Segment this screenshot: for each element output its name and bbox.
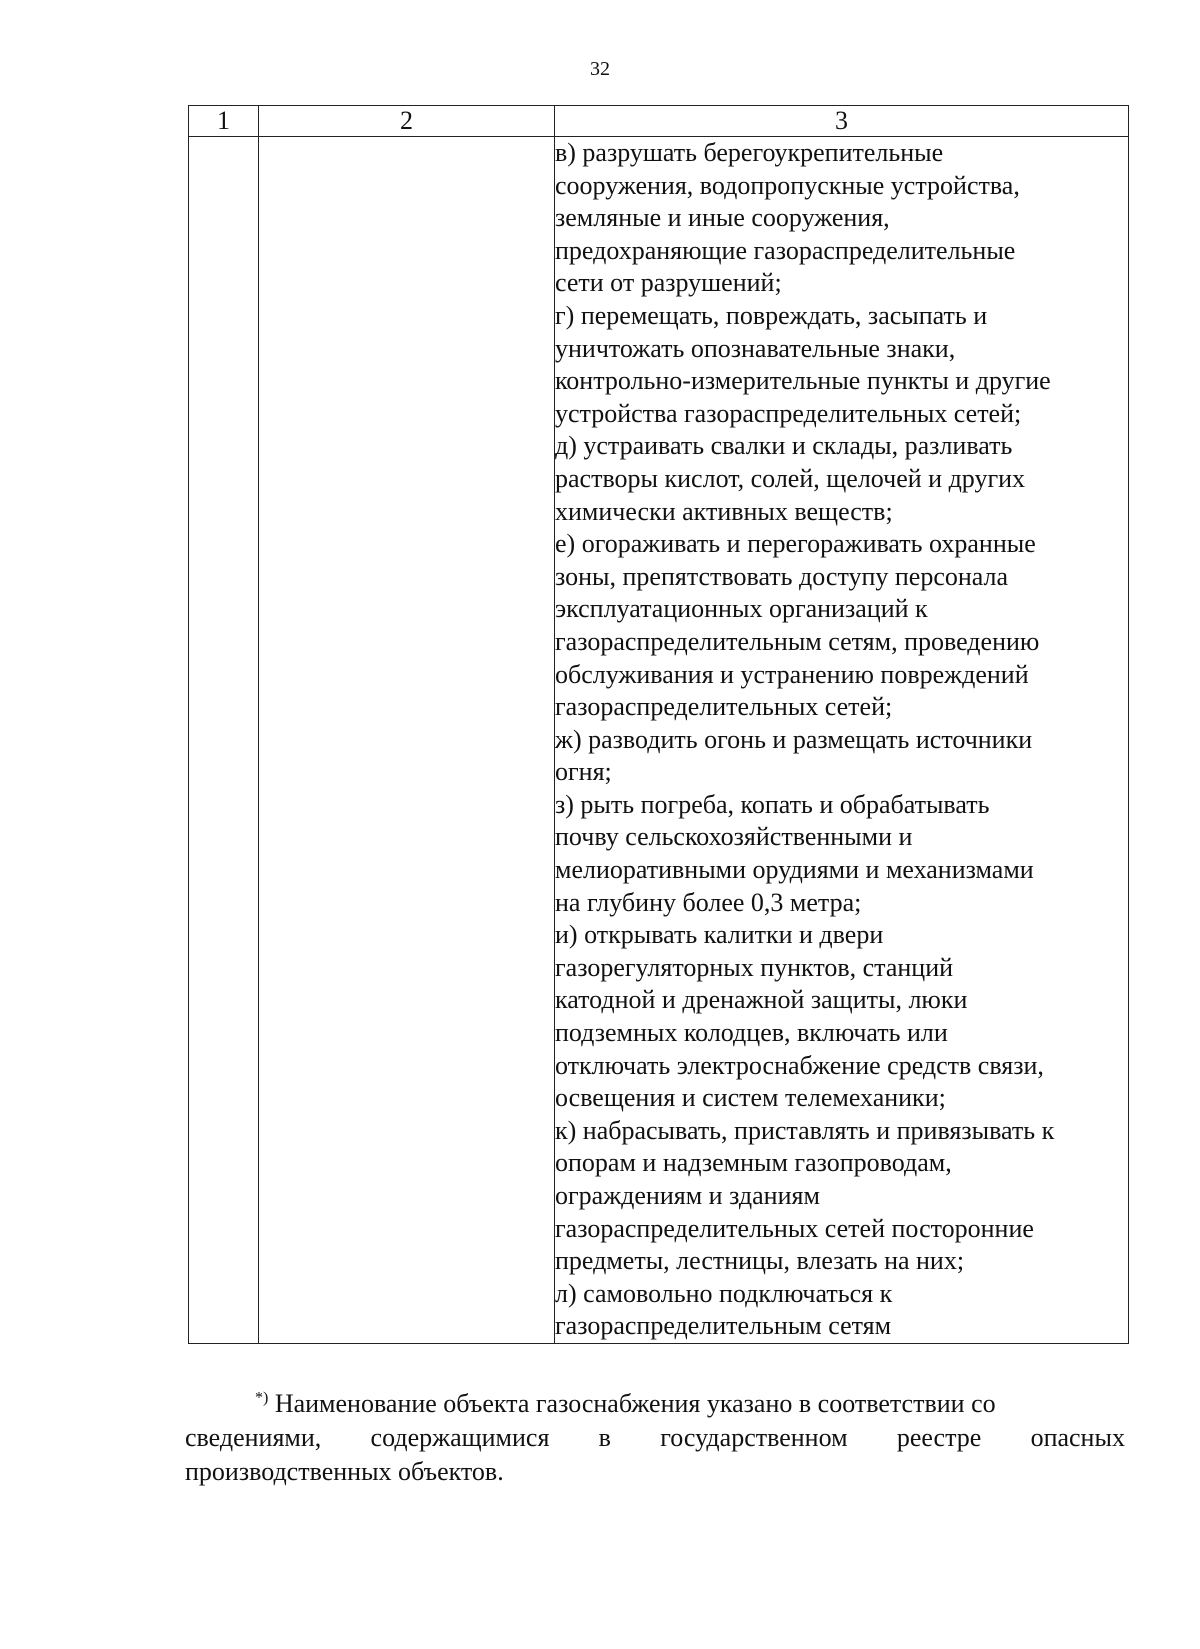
cell-text-line: сети от разрушений; xyxy=(555,268,782,298)
cell-text-line: зоны, препятствовать доступу персонала xyxy=(555,561,1009,591)
cell-text-line: катодной и дренажной защиты, люки xyxy=(555,985,968,1015)
column-header-2: 2 xyxy=(259,106,555,137)
cell-text-line: эксплуатационных организаций к xyxy=(555,594,928,624)
table-cell-col3 xyxy=(555,137,1129,1344)
cell-text-line: предметы, лестницы, влезать на них; xyxy=(555,1246,965,1276)
cell-text-line: подземных колодцев, включать или xyxy=(555,1018,948,1048)
cell-text-line: освещения и систем телемеханики; xyxy=(555,1083,946,1113)
cell-text-line: контрольно-измерительные пункты и другие xyxy=(555,366,1051,396)
footnote-word: содержащимися xyxy=(370,1423,550,1452)
cell-text-line: растворы кислот, солей, щелочей и других xyxy=(555,463,1026,493)
cell-text-line: газораспределительных сетей; xyxy=(555,692,893,722)
column-header-1: 1 xyxy=(189,106,259,137)
footnote-word: государственном xyxy=(660,1423,848,1452)
cell-text-line: отключать электроснабжение средств связи, xyxy=(555,1050,1044,1080)
cell-text-line: на глубину более 0,3 метра; xyxy=(555,887,862,917)
page-number: 32 xyxy=(590,58,610,80)
footnote-line-1 xyxy=(185,1387,1125,1421)
cell-text-line: опорам и надземным газопроводам, xyxy=(555,1148,952,1178)
cell-text-line: в) разрушать берегоукрепительные xyxy=(555,138,944,167)
footnote-line-2 xyxy=(185,1421,1125,1455)
footnote xyxy=(185,1387,1125,1489)
cell-text-line: огня; xyxy=(555,757,612,787)
cell-text-line: газораспределительным сетям xyxy=(555,1311,892,1341)
cell-text-line: предохраняющие газораспределительные xyxy=(555,235,1016,265)
cell-text-line: и) открывать калитки и двери xyxy=(555,920,884,950)
table-cell-col1 xyxy=(189,137,259,1344)
cell-text-line: з) рыть погреба, копать и обрабатывать xyxy=(555,789,990,819)
cell-text-line: г) перемещать, повреждать, засыпать и xyxy=(555,300,988,330)
document-table xyxy=(188,105,1129,1344)
table-cell-col2 xyxy=(259,137,555,1344)
column-header-3: 3 xyxy=(555,106,1129,137)
cell-text-line: химически активных веществ; xyxy=(555,496,893,526)
footnote-text-1: Наименование объекта газоснабжения указано в соответствии со xyxy=(274,1389,996,1418)
cell-text-line: почву сельскохозяйственными и xyxy=(555,822,913,852)
cell-text-line: ограждениям и зданиям xyxy=(555,1181,820,1210)
cell-text-line: сооружения, водопропускные устройства, xyxy=(555,170,1020,200)
cell-text-line: мелиоративными орудиями и механизмами xyxy=(555,855,1034,885)
cell-text-line: уничтожать опознавательные знаки, xyxy=(555,333,956,363)
table-header-row xyxy=(189,106,1129,137)
footnote-word: сведениями, xyxy=(185,1423,322,1452)
cell-text-line: газорегуляторных пунктов, станций xyxy=(555,952,954,982)
cell-text-line: е) огораживать и перегораживать охранные xyxy=(555,529,1036,559)
cell-text-line: л) самовольно подключаться к xyxy=(555,1278,893,1308)
cell-text-line: к) набрасывать, приставлять и привязывать к xyxy=(555,1115,1055,1145)
cell-text-line: д) устраивать свалки и склады, разливать xyxy=(555,431,1013,461)
footnote-line-3: производственных объектов. xyxy=(185,1457,504,1486)
footnote-marker: *) xyxy=(255,1389,269,1407)
footnote-word: реестре xyxy=(896,1423,982,1452)
footnote-word: в xyxy=(598,1423,611,1452)
cell-text-line: обслуживания и устранению повреждений xyxy=(555,659,1029,689)
cell-text-line: устройства газораспределительных сетей; xyxy=(555,398,1022,428)
cell-text-line: ж) разводить огонь и размещать источники xyxy=(555,724,1033,754)
footnote-word: опасных xyxy=(1030,1423,1125,1452)
cell-text-line: газораспределительных сетей посторонние xyxy=(555,1213,1034,1243)
cell-text-line: земляные и иные сооружения, xyxy=(555,203,890,233)
table-row xyxy=(189,137,1129,1344)
cell-text-line: газораспределительным сетям, проведению xyxy=(555,626,1040,656)
